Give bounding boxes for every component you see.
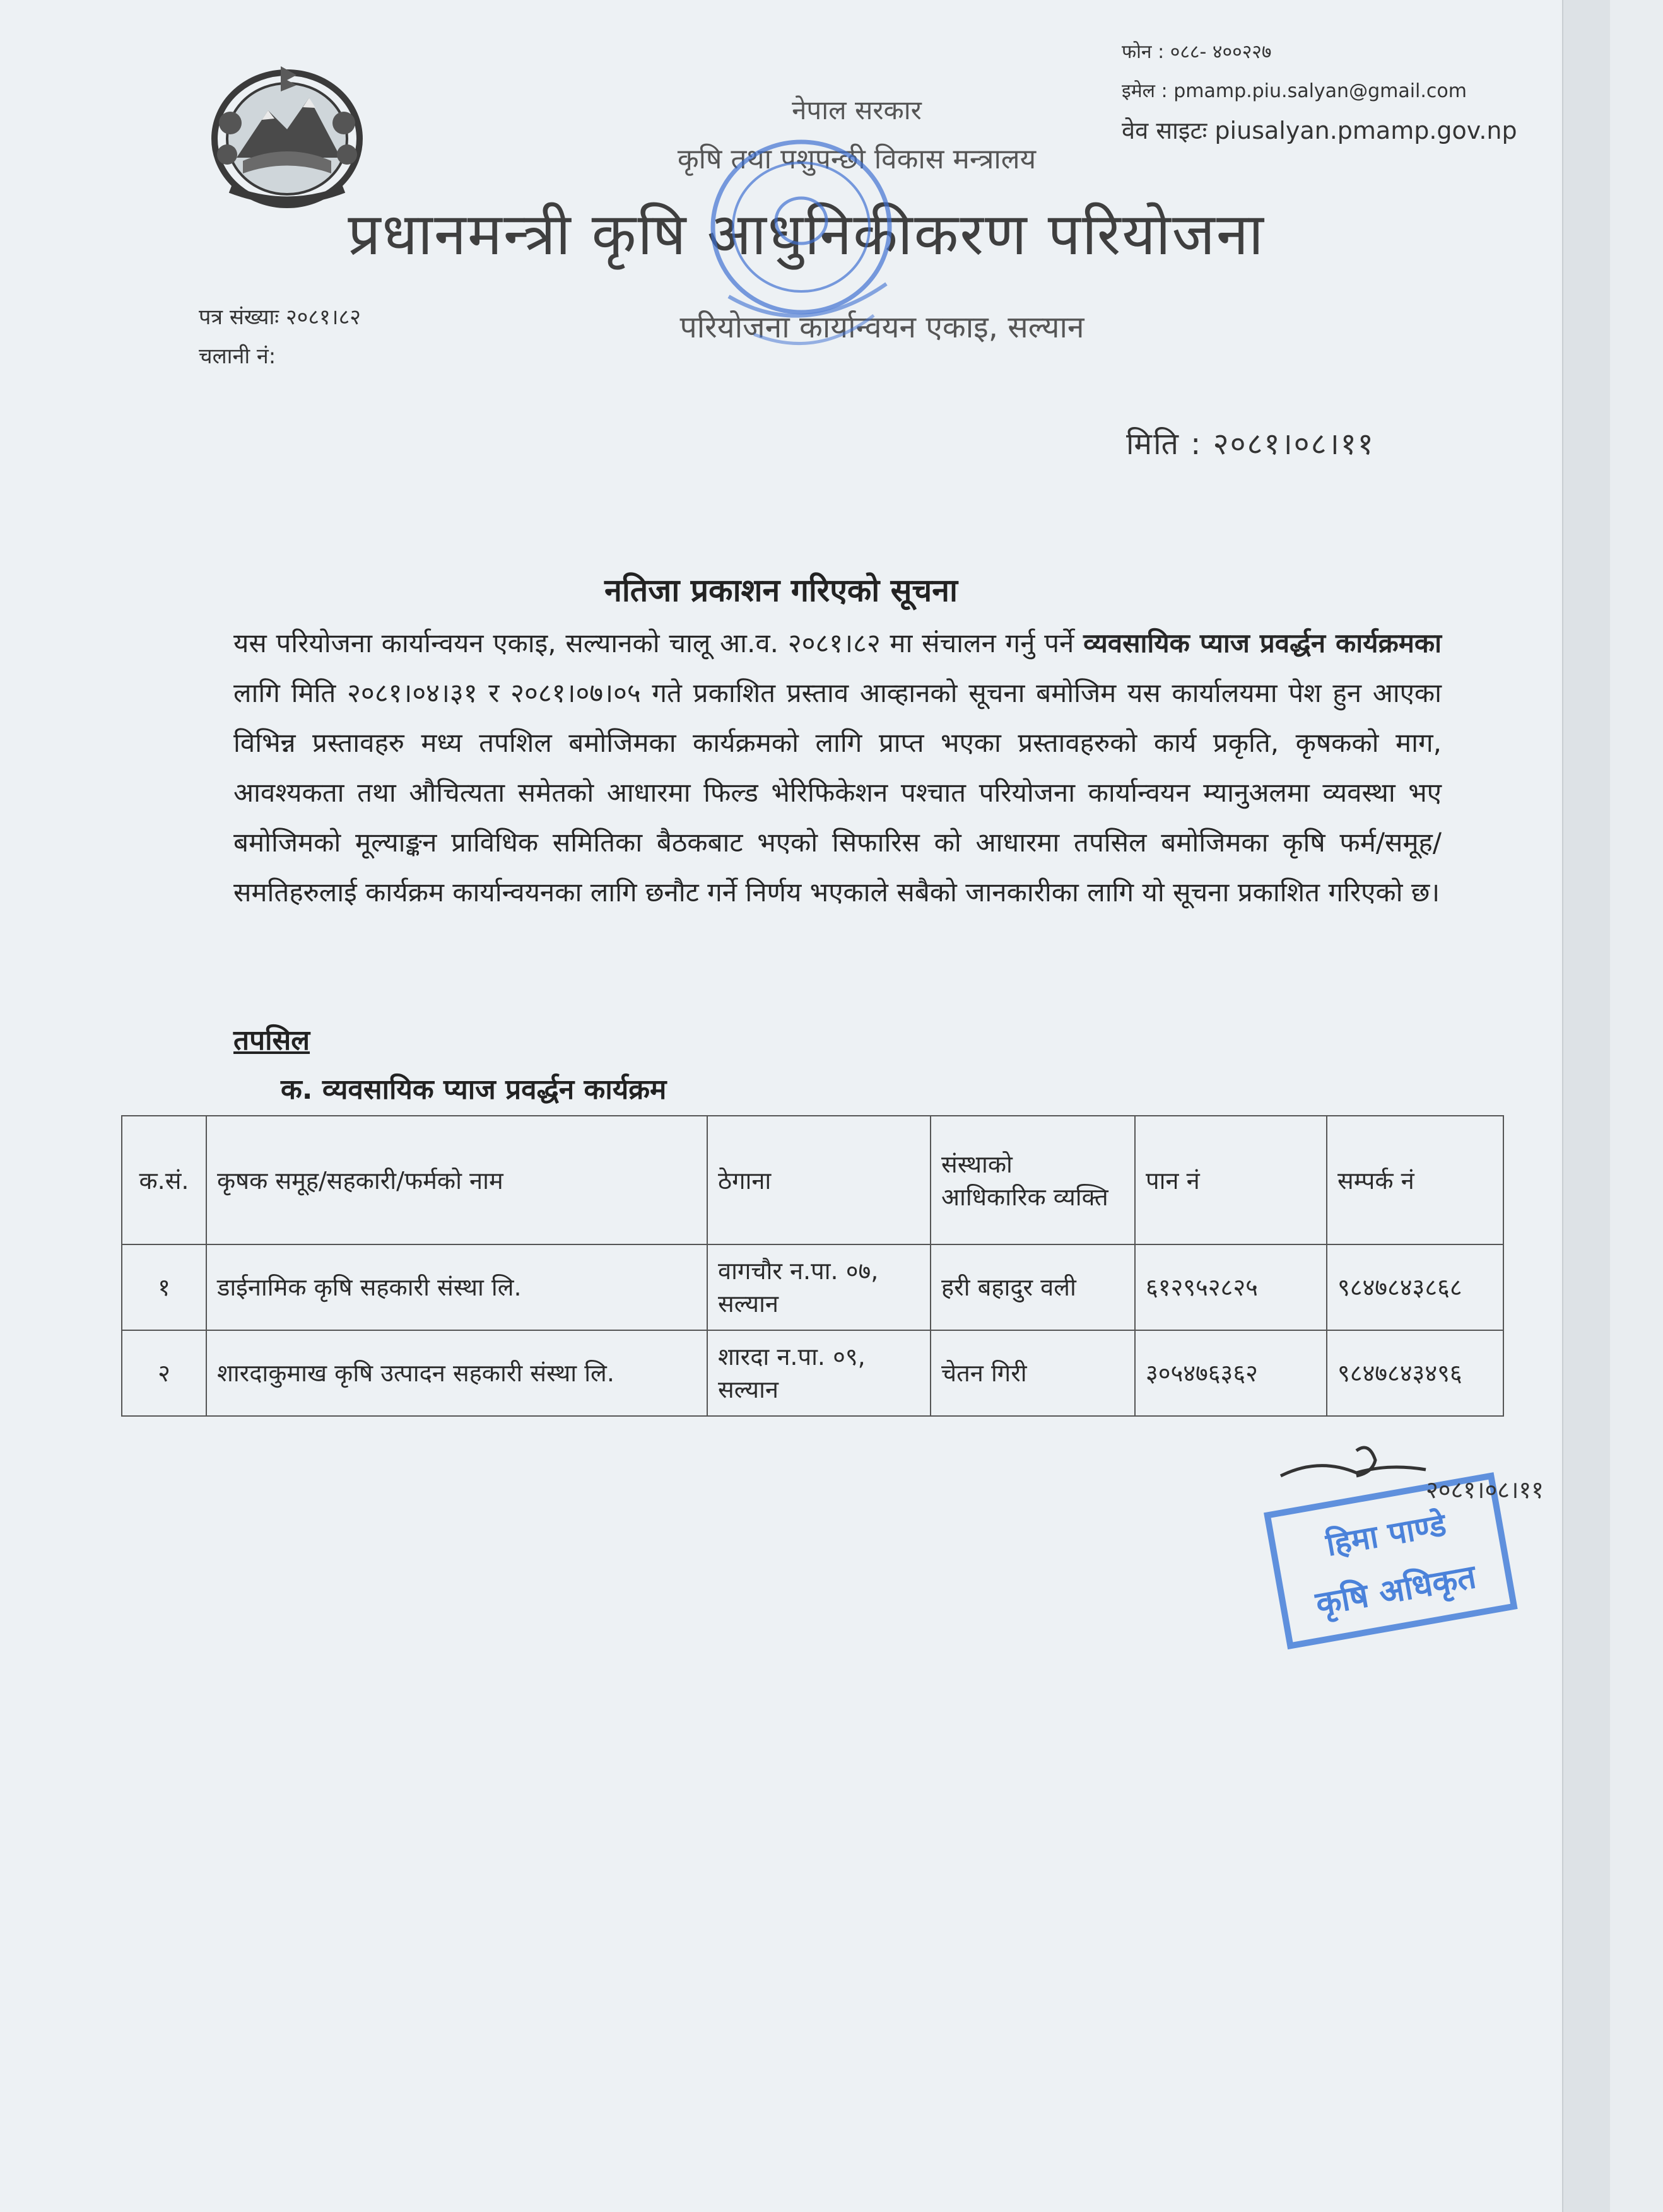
stamp-designation: कृषि अधिकृत	[1313, 1558, 1479, 1624]
notice-body	[233, 618, 1442, 917]
unit-name: परियोजना कार्यान्वयन एकाइ, सल्यान	[679, 310, 1084, 345]
cell-contact: ९८४७८४३४९६	[1327, 1330, 1503, 1416]
website-link[interactable]: वेव साइटः piusalyan.pmamp.gov.np	[1122, 117, 1517, 144]
cell-address: वागचौर न.पा. ०७, सल्यान	[707, 1244, 931, 1330]
ministry-name: कृषि तथा पशुपन्छी विकास मन्त्रालय	[677, 143, 1037, 175]
cell-contact: ९८४७८४३८६८	[1327, 1244, 1503, 1330]
selection-table	[121, 1115, 1504, 1417]
body-part-1: यस परियोजना कार्यान्वयन एकाइ, सल्यानको चालू आ.व. २०८१।८२ मा संचालन गर्नु पर्ने	[233, 628, 1084, 658]
table-row	[122, 1244, 1503, 1330]
cell-pan: ६१२९५२८२५	[1135, 1244, 1327, 1330]
body-part-2: लागि मिति २०८१।०४।३१ र २०८१।०७।०५ गते प्रकाशित प्रस्ताव आव्हानको सूचना बमोजिम यस कार्यालयमा पेश हुन आएका विभिन्न प्रस्तावहरु मध्य तपशिल बमोजिमका कार्यक्रमको लागि प्राप्त भएका प्रस्तावहरुको कार्य प्रकृति, कृषकको माग, आवश्यकता तथा औचित्यता समेतको आधारमा फिल्ड भेरिफिकेशन पश्चात परियोजना कार्यान्वयन म्यानुअलमा व्यवस्था भए बमोजिमको मूल्याङ्कन प्राविधिक समितिका बैठकबाट भएको सिफारिस को आधारमा तपसिल बमोजिमका कृषि फर्म/समूह/समतिहरुलाई कार्यक्रम कार्यान्वयनका लागि छनौट गर्ने निर्णय भएकाले सबैको जानकारीका लागि यो सूचना प्रकाशित गरिएको छ।	[233, 677, 1442, 908]
header-serial: क.सं.	[122, 1116, 206, 1244]
scan-edge	[1562, 0, 1610, 2212]
dispatch-number: चलानी नं:	[199, 344, 276, 369]
notice-date: मिति : २०८१।०८।११	[1126, 426, 1375, 462]
header-pan: पान नं	[1135, 1116, 1327, 1244]
table-header-row	[122, 1116, 1503, 1244]
cell-name: डाईनामिक कृषि सहकारी संस्था लि.	[206, 1244, 707, 1330]
header-official: संस्थाको आधिकारिक व्यक्ति	[931, 1116, 1135, 1244]
cell-name: शारदाकुमाख कृषि उत्पादन सहकारी संस्था लि.	[206, 1330, 707, 1416]
email-link[interactable]: इमेल : pmamp.piu.salyan@gmail.com	[1122, 80, 1467, 102]
header-address: ठेगाना	[707, 1116, 931, 1244]
cell-address: शारदा न.पा. ०९, सल्यान	[707, 1330, 931, 1416]
signature-date: २०८१।०८।११	[1426, 1476, 1544, 1504]
cell-serial: १	[122, 1244, 206, 1330]
body-program-name: व्यवसायिक प्याज प्रवर्द्धन कार्यक्रमका	[1083, 628, 1442, 658]
cell-serial: २	[122, 1330, 206, 1416]
table-row	[122, 1330, 1503, 1416]
header-name: कृषक समूह/सहकारी/फर्मको नाम	[206, 1116, 707, 1244]
letter-number: पत्र संख्याः २०८१।८२	[199, 305, 361, 330]
header-contact: सम्पर्क नं	[1327, 1116, 1503, 1244]
cell-official: हरी बहादुर वली	[931, 1244, 1135, 1330]
stamp-name: हिमा पाण्डे	[1323, 1506, 1449, 1564]
schedule-label: तपसिल	[233, 1024, 310, 1056]
reference-block	[199, 298, 361, 376]
notice-title: नतिजा प्रकाशन गरिएको सूचना	[604, 572, 958, 609]
official-stamp-icon	[1262, 1438, 1544, 1646]
phone-text: फोन : ०८८- ४००२२७	[1122, 41, 1272, 63]
government-name: नेपाल सरकार	[792, 95, 922, 126]
cell-pan: ३०५४७६३६२	[1135, 1330, 1327, 1416]
office-seal-icon	[703, 132, 905, 372]
section-heading: क. व्यवसायिक प्याज प्रवर्द्धन कार्यक्रम	[281, 1074, 667, 1106]
cell-official: चेतन गिरी	[931, 1330, 1135, 1416]
project-name: प्रधानमन्त्री कृषि आधुनिकीकरण परियोजना	[348, 201, 1265, 268]
